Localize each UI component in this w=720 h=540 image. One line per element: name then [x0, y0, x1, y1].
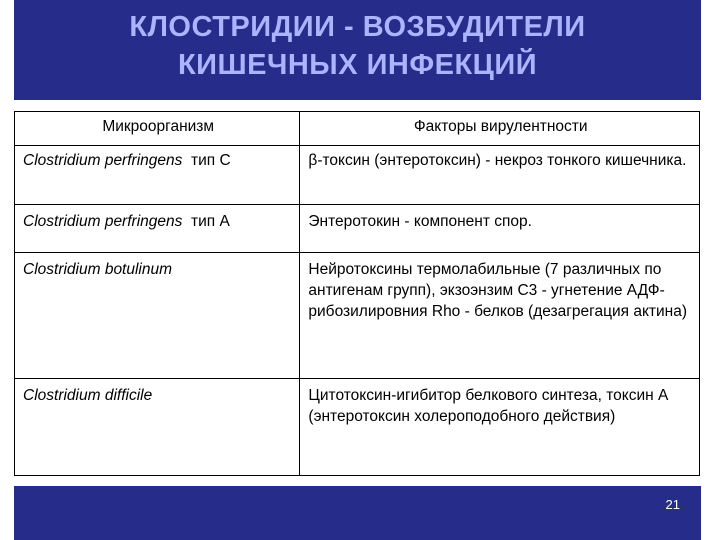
- organism-name: Clostridium difficile: [23, 387, 153, 404]
- header-virulence-factors: Факторы вирулентности: [300, 112, 700, 146]
- table-header-row: [15, 112, 700, 146]
- organism-name: Clostridium perfringens: [23, 152, 183, 169]
- organism-cell: [15, 146, 300, 205]
- factors-cell: β-токсин (энтеротоксин) - некроз тонкого кишечника.: [300, 146, 700, 205]
- virulence-table: [14, 111, 700, 476]
- title-line-2: КИШЕЧНЫХ ИНФЕКЦИЙ: [177, 49, 538, 81]
- slide-title: [14, 8, 701, 84]
- table-row: [15, 253, 700, 379]
- organism-cell: [15, 253, 300, 379]
- organism-name: Clostridium botulinum: [23, 261, 173, 278]
- table-row: [15, 146, 700, 205]
- organism-name: Clostridium perfringens: [23, 213, 183, 230]
- organism-cell: [15, 379, 300, 476]
- header-microorganism: Микроорганизм: [15, 112, 300, 146]
- organism-type: тип C: [191, 152, 231, 169]
- page-number: 21: [665, 497, 680, 512]
- factors-cell: Энтеротокин - компонент спор.: [300, 205, 700, 253]
- title-line-1: КЛОСТРИДИИ - ВОЗБУДИТЕЛИ: [129, 11, 586, 43]
- organism-cell: [15, 205, 300, 253]
- table-row: [15, 379, 700, 476]
- table-row: [15, 205, 700, 253]
- organism-type: тип A: [191, 213, 230, 230]
- footer-bar: [14, 486, 701, 540]
- factors-cell: Нейротоксины термолабильные (7 различных по антигенам групп), экзоэнзим С3 - угнетение АДФ-рибозилировния Rho - белков (дезагрегация актина): [300, 253, 700, 379]
- factors-cell: Цитотоксин-игибитор белкового синтеза, токсин А (энтеротоксин холероподобного действия): [300, 379, 700, 476]
